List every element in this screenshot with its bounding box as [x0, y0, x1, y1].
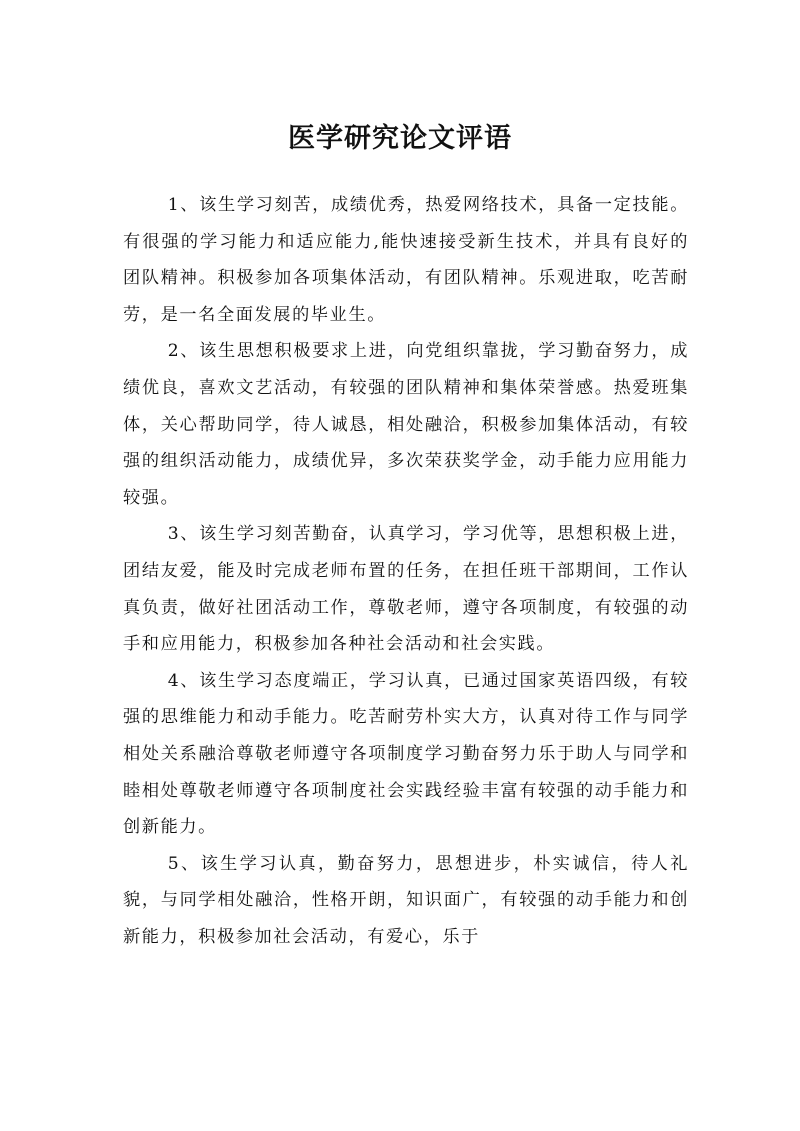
- paragraph-4: 4、该生学习态度端正，学习认真，已通过国家英语四级，有较强的思维能力和动手能力。吃苦耐劳朴实大方，认真对待工作与同学相处关系融洽尊敬老师遵守各项制度学习勤奋努力乐于助人与同学和睦相处尊敬老师遵守各项制度社会实践经验丰富有较强的动手能力和创新能力。: [123, 670, 689, 838]
- paragraph-3: 3、该生学习刻苦勤奋，认真学习，学习优等，思想积极上进，团结友爱，能及时完成老师布置的任务，在担任班干部期间，工作认真负责，做好社团活动工作，尊敬老师，遵守各项制度，有较强的动手和应用能力，积极参加各种社会活动和社会实践。: [123, 524, 689, 655]
- paragraph-2: 2、该生思想积极要求上进，向党组织靠拢，学习勤奋努力，成绩优良，喜欢文艺活动，有较强的团队精神和集体荣誉感。热爱班集体，关心帮助同学，待人诚恳，相处融洽，积极参加集体活动，有较强的组织活动能力，成绩优异，多次荣获奖学金，动手能力应用能力较强。: [123, 341, 689, 508]
- paragraph-5: 5、该生学习认真，勤奋努力，思想进步，朴实诚信，待人礼貌，与同学相处融洽，性格开朗，知识面广，有较强的动手能力和创新能力，积极参加社会活动，有爱心，乐于: [123, 853, 689, 947]
- document-title: 医学研究论文评语: [288, 123, 512, 155]
- paragraph-1: 1、该生学习刻苦，成绩优秀，热爱网络技术，具备一定技能。有很强的学习能力和适应能力,能快速接受新生技术，并具有良好的团队精神。积极参加各项集体活动，有团队精神。乐观进取，吃苦耐劳，是一名全面发展的毕业生。: [123, 195, 689, 325]
- document-body: [123, 187, 689, 955]
